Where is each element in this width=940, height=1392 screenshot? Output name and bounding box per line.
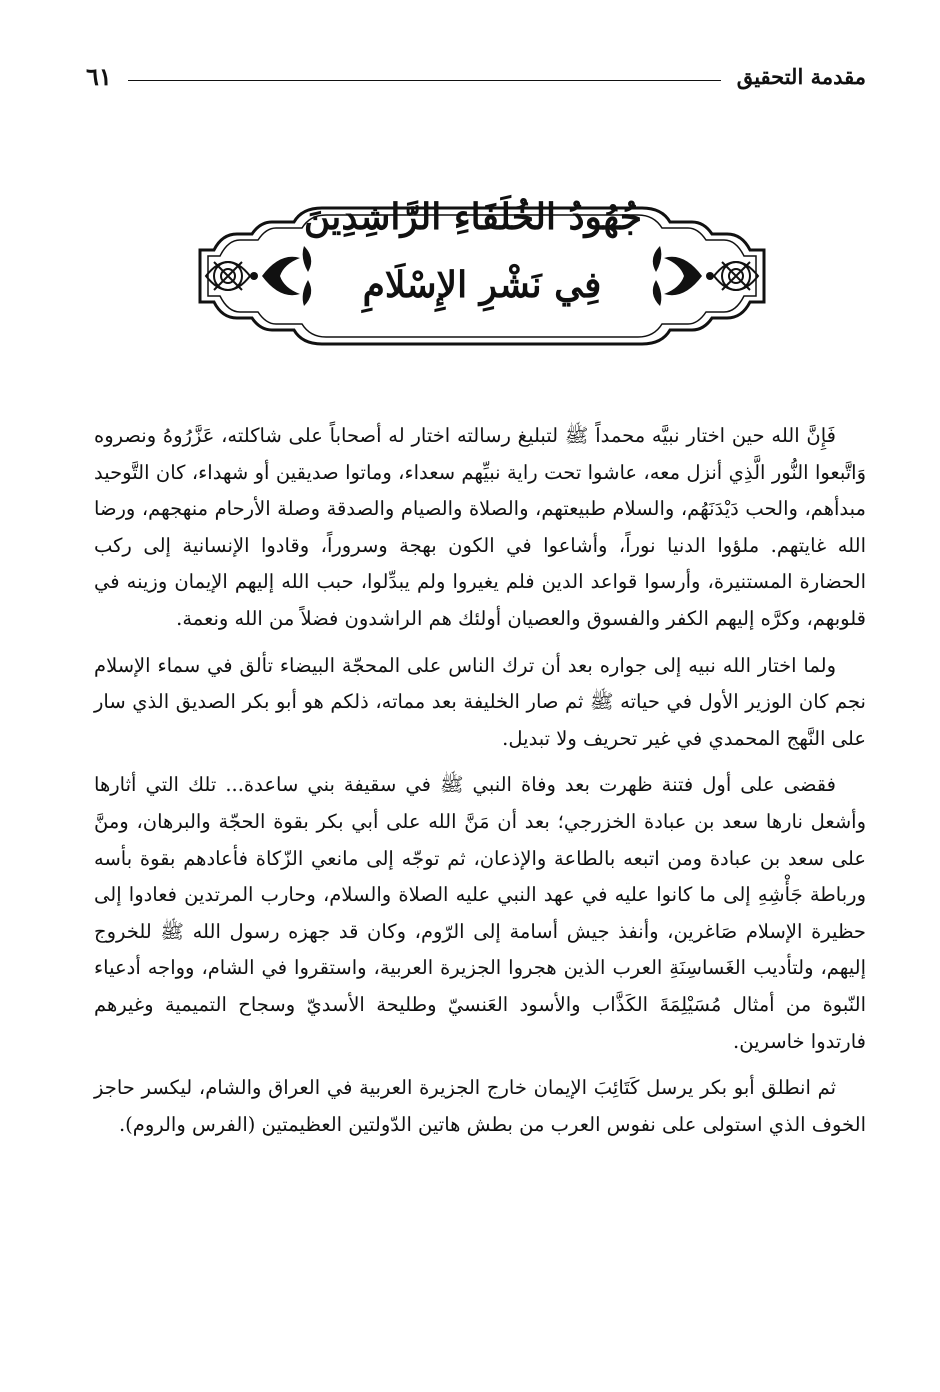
paragraph-3: فقضى على أول فتنة ظهرت بعد وفاة النبي ﷺ في سقيفة بني ساعدة... تلك التي أثارها وأشعل نارها سعد بن عبادة الخزرجي؛ بعد أن مَنَّ الله على أبي بكر بقوة الحجّة والبرهان، ومنَّ على سعد بن عبادة ومن اتبعه بالطاعة والإذعان، ثم توجّه إلى مانعي الزّكاة فأعادهم بقوة بأسه ورباطة جَأْشِهِ إلى ما كانوا عليه في عهد النبي عليه الصلاة والسلام، وحارب المرتدين فعادوا إلى حظيرة الإسلام صَاغرين، وأنفذ جيش أسامة إلى الرّوم، وكان قد جهزه رسول الله ﷺ للخروج إليهم، ولتأديب الغَساسِنَةِ العرب الذين هجروا الجزيرة العربية، واستقروا في الشام، وواجه أدعياء النّبوة من أمثال مُسَيْلِمَةَ الكَذَّاب والأسود العَنسيّ وطليحة الأسديّ وسجاح التميمية وغيرهم فارتدوا خاسرين. [94,773,866,1053]
header-rule [128,80,721,81]
body-text [94,418,866,1153]
paragraph-2: ولما اختار الله نبيه إلى جواره بعد أن ترك الناس على المحجّة البيضاء تألق في سماء الإسلام نجم كان الوزير الأول في حياته ﷺ ثم صار الخليفة بعد مماته، ذلكم هو أبو بكر الصديق الذي سار على النَّهج المحمدي في غير تحريف ولا تبديل. [94,653,866,750]
page-number: ٦١ [86,61,112,91]
section-name: مقدمة التحقيق [736,63,866,89]
title-frame [192,188,772,364]
paragraph-4: ثم انطلق أبو بكر يرسل كَتَائِبَ الإيمان خارج الجزيرة العربية في العراق والشام، ليكسر حاجز الخوف الذي استولى على نفوس العرب من بطش هاتين الدّولتين العظيمتين (الفرس والروم). [94,1076,866,1136]
title-line-2: فِي نَشْرِ الإِسْلَامِ [362,264,602,306]
running-header [86,58,866,94]
title-line-1: جُهُودُ الخُلَفَاءِ الرَّاشِدِينَ [303,196,642,238]
paragraph-1: فَإِنَّ الله حين اختار نبيَّه محمداً ﷺ لتبليغ رسالته اختار له أصحاباً على شاكلته، عَزَّرُوهُ ونصروه وَاتَّبعوا النُّور الَّذِي أنزل معه، عاشوا تحت راية نبيِّهم سعداء، وماتوا صديقين أو شهداء، كان التَّوحيد مبدأهم، والحب دَيْدَنَهُم، والسلام طبيعتهم، والصلاة والصيام والصدقة وصلة الأرحام منهجهم، ورضا الله غايتهم. ملؤوا الدنيا نوراً، وأشاعوا في الكون بهجة وسروراً، وقادوا الإنسانية إلى ركب الحضارة المستنيرة، وأرسوا قواعد الدين فلم يغيروا ولم يبدِّلوا، حبب الله إليهم الإيمان وزينه في قلوبهم، وكرَّه إليهم الكفر والفسوق والعصيان أولئك هم الراشدون فضلاً من الله ونعمة. [94,424,866,630]
